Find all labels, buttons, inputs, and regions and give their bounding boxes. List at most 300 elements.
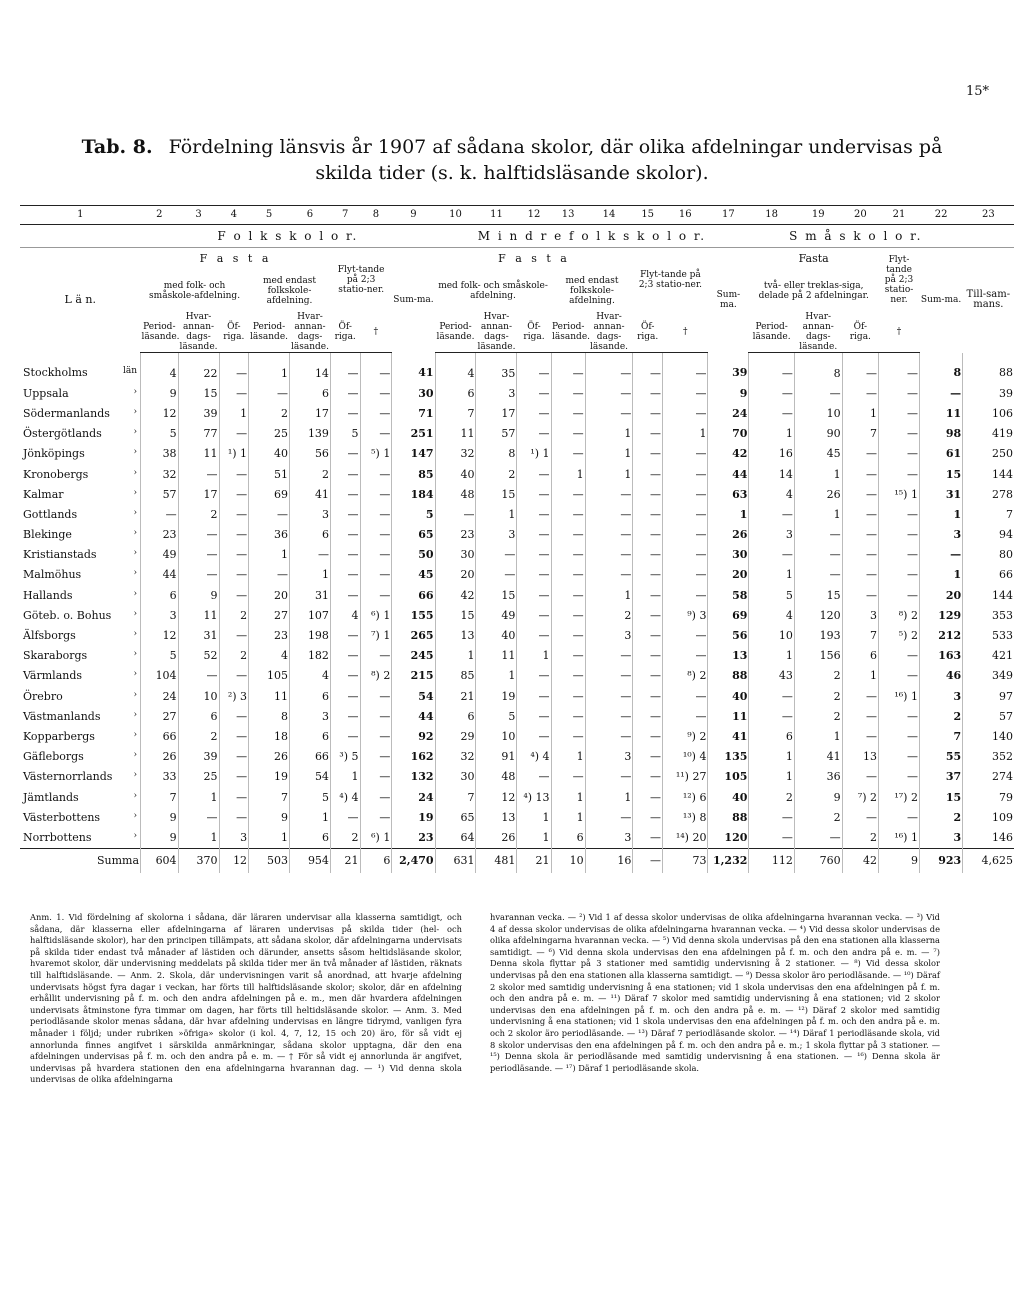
- table-cell: —: [517, 726, 551, 746]
- table-cell: 155: [392, 605, 435, 625]
- table-cell: 7: [249, 787, 290, 807]
- table-cell: 49: [476, 605, 517, 625]
- lan-name: [20, 827, 141, 848]
- table-cell: —: [360, 585, 392, 605]
- table-cell: —: [879, 767, 920, 787]
- table-cell: 31: [178, 625, 219, 645]
- table-row: [20, 787, 1014, 807]
- table-cell: —: [662, 625, 707, 645]
- table-cell: —: [662, 353, 707, 384]
- table-cell: ²) 3: [219, 686, 249, 706]
- table-cell: 278: [963, 484, 1014, 504]
- column-number: 18: [749, 206, 794, 225]
- table-cell: 163: [919, 646, 962, 666]
- table-cell: —: [517, 383, 551, 403]
- table-cell: 14: [749, 464, 794, 484]
- table-cell: 51: [249, 464, 290, 484]
- table-cell: 1: [749, 646, 794, 666]
- table-cell: —: [842, 353, 878, 384]
- table-cell: 533: [963, 625, 1014, 645]
- table-cell: —: [517, 403, 551, 423]
- table-cell: —: [249, 504, 290, 524]
- table-cell: 1: [476, 504, 517, 524]
- table-cell: 22: [178, 353, 219, 384]
- table-cell: —: [662, 504, 707, 524]
- table-cell: —: [360, 565, 392, 585]
- table-cell: ⁵) 1: [360, 444, 392, 464]
- column-number: 13: [551, 206, 585, 225]
- table-cell: —: [551, 545, 585, 565]
- lan-label: Östergötlands: [23, 427, 102, 441]
- table-cell: 144: [963, 585, 1014, 605]
- table-cell: 20: [708, 565, 749, 585]
- table-cell: 24: [392, 787, 435, 807]
- folkskolor-summa-header: Sum-ma.: [393, 295, 434, 306]
- table-cell: 6: [290, 686, 331, 706]
- table-cell: 39: [963, 383, 1014, 403]
- lan-mark: ›: [133, 629, 138, 640]
- table-cell: 6: [290, 726, 331, 746]
- table-cell: 1: [749, 747, 794, 767]
- summa-cell: 6: [360, 848, 392, 873]
- table-cell: 8: [476, 444, 517, 464]
- table-cell: 11: [249, 686, 290, 706]
- table-cell: —: [633, 686, 663, 706]
- table-cell: ¹⁴) 20: [662, 827, 707, 848]
- table-title-line2: skilda tider (s. k. halftidsläsande skolor).: [315, 162, 709, 184]
- lan-label: Örebro: [23, 689, 63, 703]
- table-row: [20, 424, 1014, 444]
- table-cell: —: [879, 747, 920, 767]
- table-cell: —: [585, 504, 633, 524]
- table-cell: 7: [842, 625, 878, 645]
- h-dagger: †: [360, 312, 392, 353]
- h-period: Period-läsande.: [249, 312, 290, 353]
- table-cell: 2: [842, 827, 878, 848]
- table-cell: —: [842, 525, 878, 545]
- table-cell: 1: [749, 565, 794, 585]
- table-cell: 3: [919, 686, 962, 706]
- table-cell: 40: [708, 787, 749, 807]
- h-period: Period-läsande.: [141, 312, 179, 353]
- table-cell: 20: [249, 585, 290, 605]
- table-cell: —: [842, 807, 878, 827]
- table-cell: —: [330, 504, 360, 524]
- lan-mark: ›: [133, 507, 138, 518]
- table-cell: —: [633, 424, 663, 444]
- fasta-header-row: [20, 248, 1014, 271]
- table-row: [20, 444, 1014, 464]
- lan-label: Uppsala: [23, 386, 69, 400]
- table-cell: 11: [476, 646, 517, 666]
- table-cell: 1: [842, 403, 878, 423]
- table-cell: —: [360, 807, 392, 827]
- table-cell: 5: [141, 424, 179, 444]
- table-cell: —: [749, 706, 794, 726]
- table-cell: —: [585, 807, 633, 827]
- table-cell: 106: [963, 403, 1014, 423]
- table-cell: 33: [141, 767, 179, 787]
- tillsammans-header-blank: [963, 225, 1014, 248]
- table-cell: 13: [708, 646, 749, 666]
- table-cell: 26: [476, 827, 517, 848]
- table-cell: —: [551, 585, 585, 605]
- table-cell: 29: [435, 726, 476, 746]
- lan-name: [20, 565, 141, 585]
- table-cell: 1: [551, 807, 585, 827]
- table-cell: 90: [794, 424, 842, 444]
- table-cell: —: [633, 353, 663, 384]
- lan-label: Blekinge: [23, 528, 72, 542]
- table-cell: —: [842, 383, 878, 403]
- table-cell: 48: [476, 767, 517, 787]
- table-row: [20, 726, 1014, 746]
- table-cell: 7: [435, 787, 476, 807]
- table-cell: 1: [178, 827, 219, 848]
- table-cell: 46: [919, 666, 962, 686]
- table-cell: —: [585, 545, 633, 565]
- table-cell: —: [360, 504, 392, 524]
- summa-cell: 73: [662, 848, 707, 873]
- column-number: 10: [435, 206, 476, 225]
- table-cell: —: [360, 403, 392, 423]
- table-cell: 182: [290, 646, 331, 666]
- table-cell: —: [219, 625, 249, 645]
- lan-name: [20, 666, 141, 686]
- table-cell: —: [919, 545, 962, 565]
- table-cell: —: [517, 585, 551, 605]
- h-ofriga: Öf-riga.: [219, 312, 249, 353]
- table-cell: 2: [919, 706, 962, 726]
- table-cell: —: [633, 646, 663, 666]
- h-hvarannan: Hvar-annan-dags-läsande.: [794, 312, 842, 353]
- mindre-folkskolor-header: M i n d r e f o l k s k o l o r.: [435, 225, 749, 248]
- table-cell: 45: [794, 444, 842, 464]
- table-cell: —: [330, 565, 360, 585]
- summa-cell: 10: [551, 848, 585, 873]
- column-number: 12: [517, 206, 551, 225]
- table-cell: 421: [963, 646, 1014, 666]
- column-number: 4: [219, 206, 249, 225]
- table-cell: 419: [963, 424, 1014, 444]
- footnotes-right: hvarannan vecka. — ²) Vid 1 af dessa skolor undervisas de olika afdelningarna hvarannan vecka. — ³) Vid 4 af dessa skolor undervisas de olika afdelningarna hvarannan vecka. — ⁴) Vid dessa skolor undervisas de olika afdelningarna hvarannan vecka. — ⁵) Vid denna skola undervisas på den ena stationen alla klasserna samtidigt. — ⁶) Vid denna skola undervisas den ena afdelningen på f. m. och den andra på e. m. — ⁷) Denna skola flyttar på 3 stationer med samtidig undervisning å 2 stationer. — ⁸) Vid dessa skolor undervisas på den ena stationen alla klasserna samtidigt. — ⁹) Dessa skolor äro periodläsande. — ¹⁰) Däraf 2 skolor med samtidig undervisning å ena stationen; vid 1 skola undervisas den ena afdelningen på f. m. och den andra på e. m. — ¹¹) Däraf 7 skolor med samtidig undervisning å ena stationen; vid 2 skolor undervisas den ena afdelningen på f. m. och den andra på e. m. — ¹²) Däraf 2 skolor med samtidig undervisning å ena stationen; vid 1 skola undervisas den ena afdelningen på f. m. och den andra på e. m. och 2 skolor äro periodläsande. — ¹³) Däraf 7 periodläsande skolor. — ¹⁴) Däraf 1 periodläsande skola, vid 8 skolor undervisas den ena afdelningen på f. m. och den andra på e. m.; 1 skola flyttar på 3 stationer. — ¹⁵) Denna skola är periodläsande med samtidig undervisning å ena stationen. — ¹⁶) Denna skola är periodläsande. — ¹⁷) Däraf 1 periodläsande skola.: [490, 912, 940, 1073]
- table-cell: —: [633, 726, 663, 746]
- table-cell: 198: [290, 625, 331, 645]
- table-cell: —: [551, 767, 585, 787]
- table-cell: 1: [435, 646, 476, 666]
- table-cell: —: [551, 424, 585, 444]
- table-cell: —: [842, 484, 878, 504]
- lan-mark: ›: [133, 568, 138, 579]
- table-cell: 30: [435, 767, 476, 787]
- table-cell: 7: [842, 424, 878, 444]
- table-cell: 251: [392, 424, 435, 444]
- table-cell: 1: [749, 424, 794, 444]
- table-cell: 8: [794, 353, 842, 384]
- lan-mark: ›: [133, 467, 138, 478]
- table-cell: 36: [794, 767, 842, 787]
- table-cell: 27: [249, 605, 290, 625]
- table-cell: 6: [178, 706, 219, 726]
- lan-label: Jämtlands: [23, 790, 79, 804]
- table-cell: 10: [794, 403, 842, 423]
- table-cell: 1: [249, 353, 290, 384]
- table-cell: —: [330, 353, 360, 384]
- tillsammans-header: Till-sam-mans.: [966, 289, 1011, 311]
- table-cell: —: [633, 444, 663, 464]
- table-cell: —: [879, 585, 920, 605]
- table-cell: 1: [290, 565, 331, 585]
- table-cell: 30: [392, 383, 435, 403]
- table-cell: —: [290, 545, 331, 565]
- table-cell: 56: [290, 444, 331, 464]
- table-cell: 2: [794, 686, 842, 706]
- table-cell: 10: [749, 625, 794, 645]
- table-cell: —: [585, 565, 633, 585]
- table-cell: ⁶) 1: [360, 827, 392, 848]
- table-cell: ⁶) 1: [360, 605, 392, 625]
- folkskolor-fasta-header: F a s t a: [199, 252, 272, 265]
- table-row: [20, 686, 1014, 706]
- table-cell: —: [551, 444, 585, 464]
- table-cell: 1: [585, 464, 633, 484]
- table-cell: 6: [435, 706, 476, 726]
- table-cell: 88: [963, 353, 1014, 384]
- lan-mark: ›: [133, 649, 138, 660]
- table-cell: 3: [842, 605, 878, 625]
- table-cell: —: [662, 646, 707, 666]
- column-number-row: [20, 206, 1014, 225]
- lan-name: [20, 686, 141, 706]
- summa-cell: 481: [476, 848, 517, 873]
- table-cell: —: [551, 666, 585, 686]
- table-row: [20, 706, 1014, 726]
- lan-mark: ›: [133, 709, 138, 720]
- table-cell: —: [330, 686, 360, 706]
- table-cell: 2: [794, 706, 842, 726]
- table-cell: —: [219, 726, 249, 746]
- table-cell: —: [879, 464, 920, 484]
- table-cell: 57: [963, 706, 1014, 726]
- table-cell: —: [219, 565, 249, 585]
- table-cell: —: [879, 565, 920, 585]
- table-cell: 71: [392, 403, 435, 423]
- table-row: [20, 585, 1014, 605]
- table-cell: —: [517, 565, 551, 585]
- table-cell: —: [517, 686, 551, 706]
- table-cell: ¹⁷) 2: [879, 787, 920, 807]
- table-cell: —: [662, 525, 707, 545]
- table-cell: 10: [476, 726, 517, 746]
- table-cell: 4: [249, 646, 290, 666]
- table-cell: —: [551, 706, 585, 726]
- table-cell: 349: [963, 666, 1014, 686]
- table-cell: 92: [392, 726, 435, 746]
- table-cell: —: [330, 545, 360, 565]
- table-cell: —: [842, 706, 878, 726]
- table-cell: —: [517, 666, 551, 686]
- table-cell: —: [219, 787, 249, 807]
- statistics-table: [20, 205, 1014, 873]
- table-cell: —: [219, 747, 249, 767]
- table-cell: —: [749, 827, 794, 848]
- table-cell: —: [633, 807, 663, 827]
- footnotes-left: Anm. 1. Vid fördelning af skolorna i sådana, där läraren undervisar alla klasserna samtidigt, och sådana, där klasserna eller afdelningarna af läraren undervisas på skilda tider (hel- och halftidsläsande skolor), har den principen tillämpats, att sådana skolor, där afdelningarna undervisats på skilda tider endast två månader af lästiden och därunder, ansetts såsom heltidsläsande skolor, hvaremot skolor, där undervisning meddelats på skilda tider mer än två månader af lästiden, räknats till halftidsläsande. — Anm. 2. Skola, där undervisningen varit så anordnad, att hvarje afdelning undervisats högst fyra dagar i veckan, har förts till halftidsläsande skolor; skolor, där en afdelning erhållit undervisning på f. m. och den andra afdelningen på e. m., men där hvardera afdelningen undervisats åtminstone fyra timmar om dagen, har förts till heltidsläsande skolor. — Anm. 3. Med periodläsande skolor menas sådana, där hvar afdelning undervisas en längre tidrymd, vanligen fyra månader i följd; under rubriken »öfriga» skolor (i kol. 4, 7, 12, 15 och 20) äro, för så vidt ej annorlunda finnes angifvet i särskilda anmärkningar, sådana skolor upptagna, där den ena afdelningen undervisas på f. m. och den andra på e. m. — † För så vidt ej annorlunda är angifvet, undervisas på hvardera stationen den ena afdelningarna hvarannan dag. — ¹) Vid denna skola undervisas de olika afdelningarna: [30, 912, 462, 1085]
- table-cell: —: [662, 686, 707, 706]
- table-cell: 1: [178, 787, 219, 807]
- folkskolor-flyttande-header: Flyt-tande på 2;3 statio-ner.: [337, 265, 385, 295]
- table-cell: 3: [585, 747, 633, 767]
- table-cell: —: [330, 403, 360, 423]
- subgroup-header-row: [20, 270, 1014, 312]
- table-cell: 31: [290, 585, 331, 605]
- table-cell: 12: [141, 625, 179, 645]
- table-cell: —: [879, 383, 920, 403]
- table-cell: —: [585, 525, 633, 545]
- table-cell: 3: [919, 827, 962, 848]
- table-cell: 1: [517, 646, 551, 666]
- table-cell: 144: [963, 464, 1014, 484]
- table-cell: 5: [476, 706, 517, 726]
- column-number: 8: [360, 206, 392, 225]
- table-cell: 104: [141, 666, 179, 686]
- table-cell: —: [178, 464, 219, 484]
- table-cell: 140: [963, 726, 1014, 746]
- table-cell: 3: [585, 625, 633, 645]
- table-cell: 15: [919, 464, 962, 484]
- table-cell: —: [219, 767, 249, 787]
- lan-label: Kalmar: [23, 487, 64, 501]
- table-cell: —: [219, 383, 249, 403]
- lan-label: Skaraborgs: [23, 649, 88, 663]
- lan-name: [20, 444, 141, 464]
- table-cell: 32: [141, 464, 179, 484]
- h-ofriga: Öf-riga.: [330, 312, 360, 353]
- table-cell: —: [662, 403, 707, 423]
- column-number: 11: [476, 206, 517, 225]
- table-cell: 1: [842, 666, 878, 686]
- table-cell: 7: [963, 504, 1014, 524]
- table-cell: 25: [249, 424, 290, 444]
- folkskolor-header: F o l k s k o l o r.: [141, 225, 436, 248]
- table-cell: 353: [963, 605, 1014, 625]
- table-cell: —: [633, 464, 663, 484]
- table-cell: —: [842, 464, 878, 484]
- table-cell: —: [842, 726, 878, 746]
- table-cell: —: [879, 646, 920, 666]
- table-cell: 3: [585, 827, 633, 848]
- table-cell: —: [178, 525, 219, 545]
- mindre-fasta-header: F a s t a: [498, 252, 570, 265]
- table-cell: —: [633, 383, 663, 403]
- table-cell: —: [633, 747, 663, 767]
- h-hvarannan: Hvar-annan-dags-läsande.: [477, 312, 516, 352]
- table-cell: ¹⁶) 1: [879, 686, 920, 706]
- summa-cell: 2,470: [392, 848, 435, 873]
- table-cell: 3: [141, 605, 179, 625]
- table-cell: —: [517, 504, 551, 524]
- table-cell: ¹⁰) 4: [662, 747, 707, 767]
- table-cell: —: [219, 525, 249, 545]
- page-number: 15*: [966, 84, 990, 99]
- h-hvarannan: Hvar-annan-dags-läsande.: [290, 312, 329, 352]
- table-cell: 49: [141, 545, 179, 565]
- table-cell: 2: [219, 646, 249, 666]
- table-row: [20, 464, 1014, 484]
- table-cell: —: [879, 666, 920, 686]
- table-cell: 5: [392, 504, 435, 524]
- table-cell: —: [219, 464, 249, 484]
- table-cell: —: [517, 525, 551, 545]
- lan-mark: ›: [133, 427, 138, 438]
- table-cell: —: [842, 585, 878, 605]
- table-cell: 1: [517, 827, 551, 848]
- summa-cell: 503: [249, 848, 290, 873]
- lan-label: Jönköpings: [23, 447, 85, 461]
- table-cell: 1: [794, 464, 842, 484]
- table-cell: —: [662, 444, 707, 464]
- table-cell: 17: [290, 403, 331, 423]
- table-cell: 65: [435, 807, 476, 827]
- table-cell: 4: [141, 353, 179, 384]
- table-cell: 7: [141, 787, 179, 807]
- table-cell: —: [585, 726, 633, 746]
- table-cell: —: [633, 545, 663, 565]
- lan-mark: ›: [133, 588, 138, 599]
- table-cell: —: [360, 767, 392, 787]
- lan-mark: ›: [133, 528, 138, 539]
- column-number: 16: [662, 206, 707, 225]
- h-hvarannan: Hvar-annan-dags-läsande.: [585, 312, 633, 353]
- table-cell: 11: [919, 403, 962, 423]
- table-cell: 25: [178, 767, 219, 787]
- table-cell: —: [585, 353, 633, 384]
- table-cell: —: [633, 827, 663, 848]
- table-cell: —: [178, 807, 219, 827]
- table-cell: —: [330, 585, 360, 605]
- mindre-med-endast-header: med endast folkskole-afdelning.: [565, 276, 619, 306]
- table-cell: 15: [476, 484, 517, 504]
- table-cell: —: [919, 383, 962, 403]
- table-cell: 23: [435, 525, 476, 545]
- h-ofriga: Öf-riga.: [517, 312, 551, 353]
- table-cell: 9: [249, 807, 290, 827]
- table-cell: 11: [435, 424, 476, 444]
- lan-mark: ›: [133, 689, 138, 700]
- table-cell: ³) 5: [330, 747, 360, 767]
- lan-label: Kronobergs: [23, 467, 89, 481]
- table-cell: —: [551, 686, 585, 706]
- table-cell: 52: [178, 646, 219, 666]
- table-cell: —: [360, 353, 392, 384]
- table-cell: ¹⁶) 1: [879, 827, 920, 848]
- table-cell: —: [219, 706, 249, 726]
- table-cell: 4: [330, 605, 360, 625]
- table-cell: 3: [476, 525, 517, 545]
- lan-mark: ›: [133, 386, 138, 397]
- table-row: [20, 545, 1014, 565]
- table-title-line1: Fördelning länsvis år 1907 af sådana skolor, där olika afdelningar undervisas på: [168, 136, 943, 158]
- table-cell: —: [633, 484, 663, 504]
- summa-label: Summa: [20, 848, 141, 873]
- table-cell: 1: [249, 827, 290, 848]
- table-cell: —: [585, 403, 633, 423]
- table-cell: 23: [249, 625, 290, 645]
- table-cell: ¹) 1: [219, 444, 249, 464]
- table-row: [20, 646, 1014, 666]
- table-cell: —: [551, 605, 585, 625]
- table-cell: —: [879, 504, 920, 524]
